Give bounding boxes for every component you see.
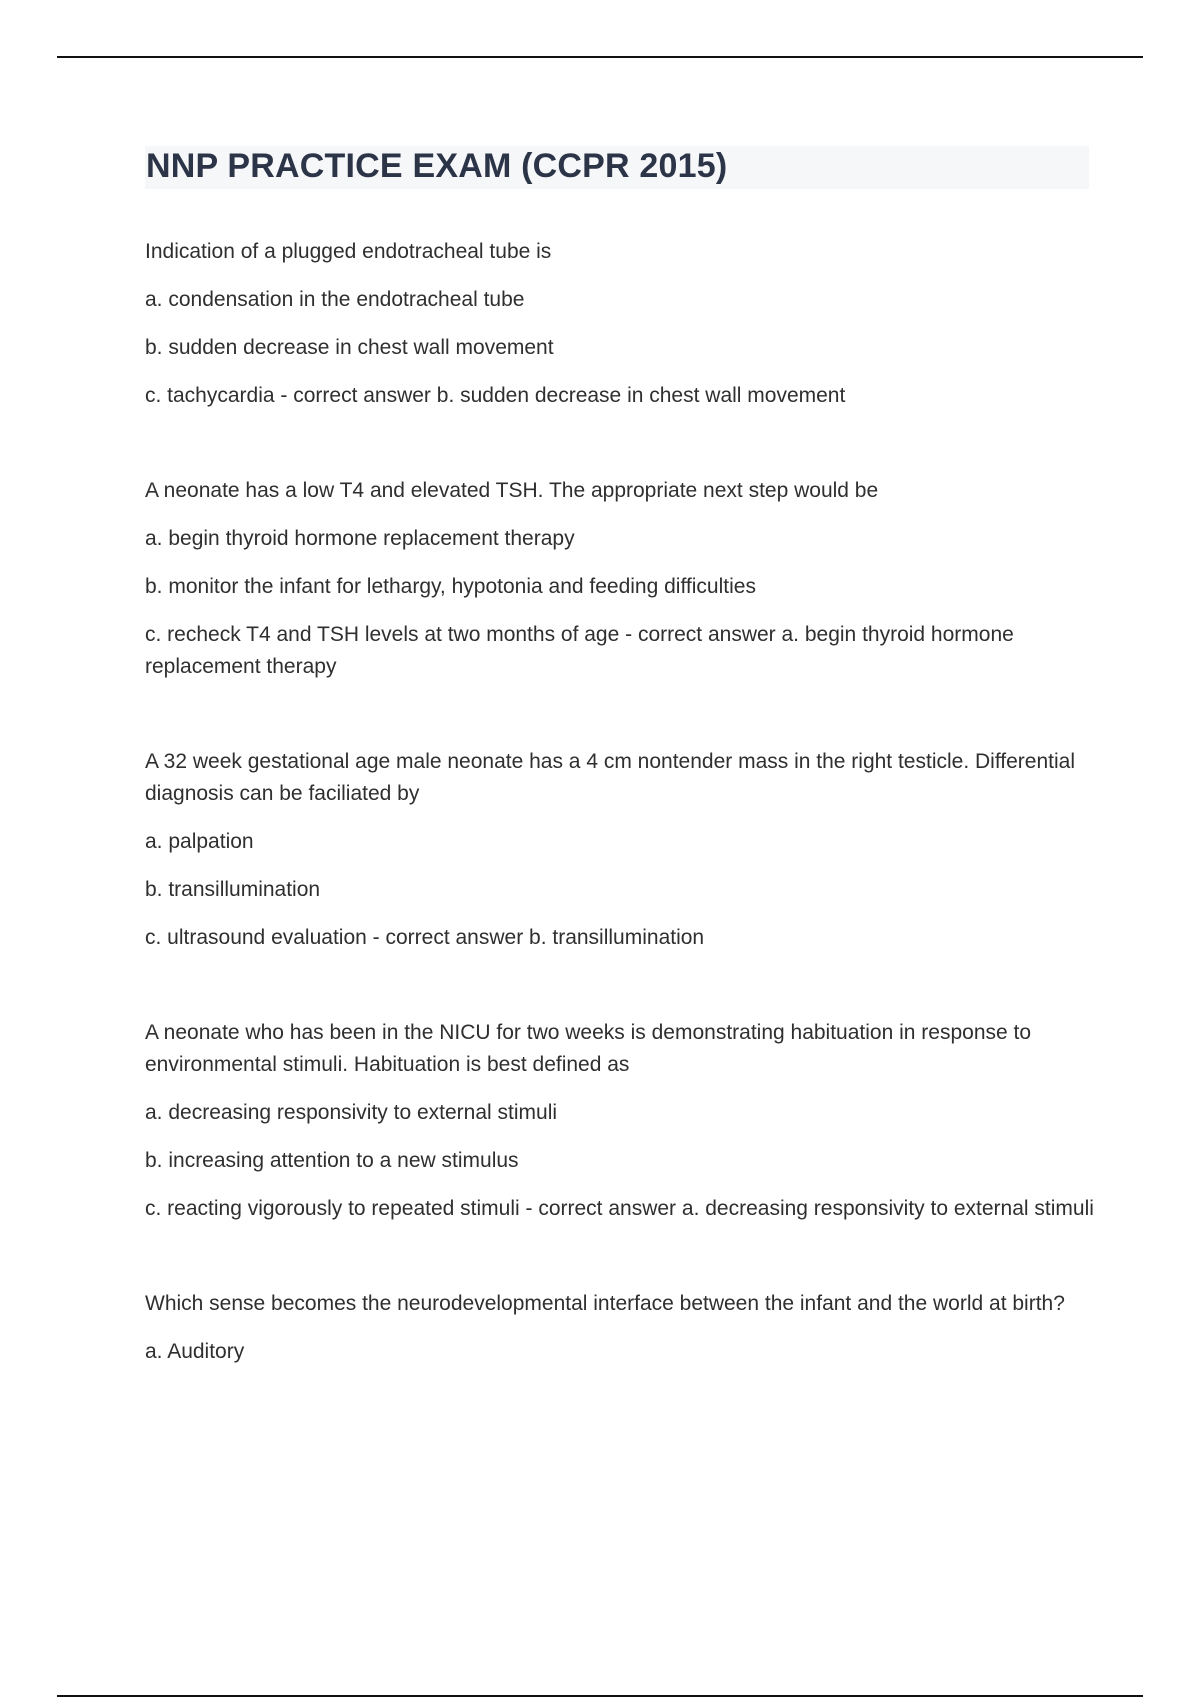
bottom-rule (57, 1695, 1143, 1697)
question-stem: A neonate has a low T4 and elevated TSH. The appropriate next step would be (145, 479, 879, 502)
question-stem: Indication of a plugged endotracheal tube is (145, 240, 552, 263)
answer-option-c: c. tachycardia - correct answer b. sudden decrease in chest wall movement (145, 384, 846, 407)
answer-option-b: b. transillumination (145, 878, 321, 901)
answer-option-b: b. monitor the infant for lethargy, hypotonia and feeding difficulties (145, 575, 756, 598)
answer-option-a: a. condensation in the endotracheal tube (145, 288, 525, 311)
top-rule (57, 56, 1143, 58)
question-stem: Which sense becomes the neurodevelopmental interface between the infant and the world at birth? (145, 1292, 1065, 1315)
question-stem: A 32 week gestational age male neonate has a 4 cm nontender mass in the right testicle. Differential diagnosis can be faciliated by (145, 750, 1075, 805)
question-1 (145, 236, 1095, 412)
answer-option-c: c. ultrasound evaluation - correct answer b. transillumination (145, 926, 705, 949)
answer-option-a: a. Auditory (145, 1340, 245, 1363)
answer-option-a: a. begin thyroid hormone replacement therapy (145, 527, 575, 550)
answer-option-c: c. reacting vigorously to repeated stimuli - correct answer a. decreasing responsivity to external stimuli (145, 1197, 1094, 1220)
question-2 (145, 475, 1095, 683)
question-4 (145, 1017, 1095, 1225)
page-title: NNP PRACTICE EXAM (CCPR 2015) (146, 147, 728, 185)
answer-option-b: b. sudden decrease in chest wall movement (145, 336, 554, 359)
answer-option-b: b. increasing attention to a new stimulus (145, 1149, 519, 1172)
question-list (145, 236, 1095, 1431)
answer-option-c: c. recheck T4 and TSH levels at two months of age - correct answer a. begin thyroid hormone replacement therapy (145, 623, 1014, 678)
answer-option-a: a. palpation (145, 830, 254, 853)
question-stem: A neonate who has been in the NICU for two weeks is demonstrating habituation in response to environmental stimuli. Habituation is best defined as (145, 1021, 1032, 1076)
question-5 (145, 1288, 1095, 1368)
question-3 (145, 746, 1095, 954)
answer-option-a: a. decreasing responsivity to external stimuli (145, 1101, 558, 1124)
